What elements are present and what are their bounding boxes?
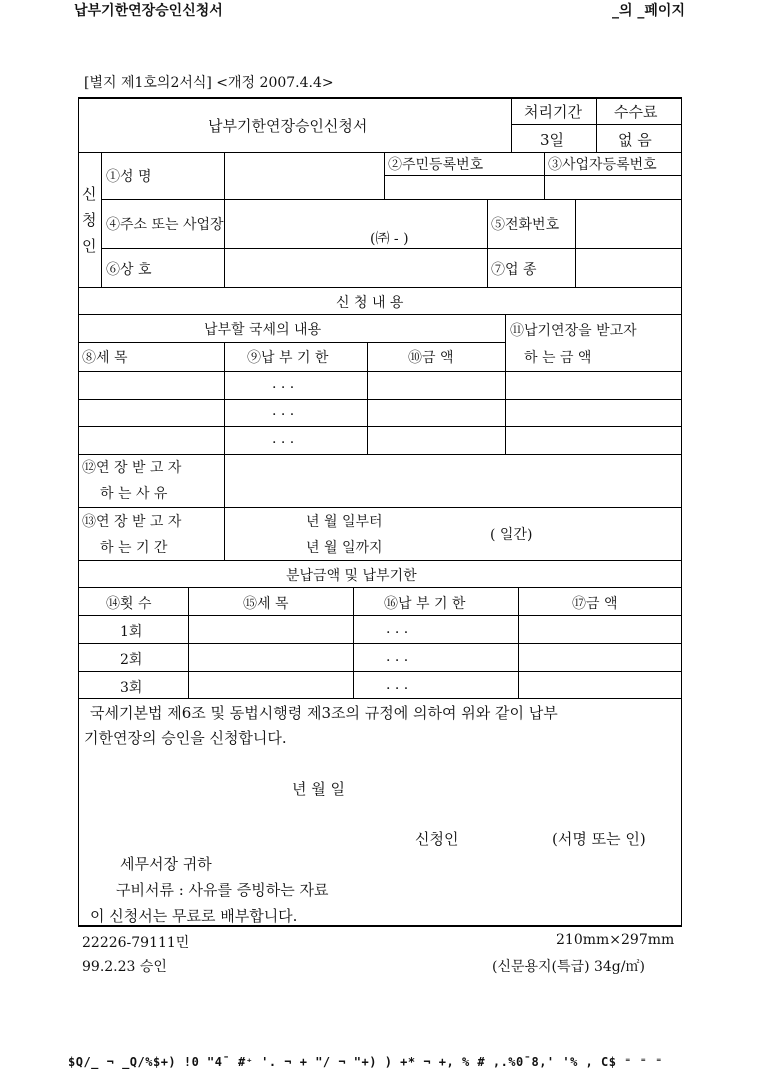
- period-days: ( 일간): [490, 527, 533, 543]
- installment-date-2: . . .: [386, 649, 409, 665]
- form-title: 납부기한연장승인신청서: [208, 117, 368, 135]
- form-code: 22226-79111민: [82, 935, 190, 951]
- trade-name-label: ⑥상 호: [106, 262, 152, 278]
- period-from: 년 월 일부터: [306, 514, 383, 530]
- installment-row-1: 1회: [120, 624, 143, 640]
- reason-label-2: 하 는 사 유: [100, 486, 168, 502]
- signature-label: (서명 또는 인): [552, 830, 646, 848]
- request-section-title: 신 청 내 용: [336, 295, 404, 311]
- applicant-line: 신청인: [415, 830, 459, 848]
- approval-date: 99.2.23 승인: [82, 959, 167, 975]
- paper-size: 210mm×297mm: [556, 932, 675, 948]
- extension-amount-label-1: ⑪납기연장을 받고자: [510, 323, 637, 339]
- installment-due-date-label: ⑯납 부 기 한: [384, 596, 466, 612]
- fee-label: 수수료: [614, 103, 658, 121]
- application-date-line: 년 월 일: [292, 780, 346, 798]
- installment-row-2: 2회: [120, 652, 143, 668]
- period-label-1: ⑬연 장 받 고 자: [82, 514, 182, 530]
- business-type-label: ⑦업 종: [491, 262, 537, 278]
- reason-label-1: ⑫연 장 받 고 자: [82, 460, 182, 476]
- form-reference: [별지 제1호의2서식] <개정 2007.4.4>: [84, 75, 334, 91]
- due-date-label: ⑨납 부 기 한: [247, 350, 329, 366]
- resident-number-label: ②주민등록번호: [388, 157, 484, 173]
- due-date-placeholder-1: . . .: [272, 376, 295, 392]
- extension-amount-label-2: 하 는 금 액: [524, 350, 592, 366]
- processing-period-value: 3일: [540, 131, 565, 149]
- page-header-page-label: _의 _페이지: [612, 3, 685, 19]
- free-distribution-notice: 이 신청서는 무료로 배부합니다.: [90, 907, 298, 925]
- period-label-2: 하 는 기 간: [100, 540, 168, 556]
- required-documents-line: 구비서류 : 사유를 증빙하는 자료: [116, 881, 329, 899]
- name-label: ①성 명: [106, 169, 152, 185]
- due-date-placeholder-2: . . .: [272, 403, 295, 419]
- tax-item-label: ⑧세 목: [82, 350, 128, 366]
- installment-section-title: 분납금액 및 납부기한: [286, 568, 417, 584]
- installment-date-1: . . .: [386, 621, 409, 637]
- declaration-text-2: 기한연장의 승인을 신청합니다.: [84, 729, 287, 747]
- declaration-text-1: 국세기본법 제6조 및 동법시행령 제3조의 규정에 의하여 위와 같이 납부: [90, 704, 558, 722]
- page-header-title: 납부기한연장승인신청서: [74, 3, 223, 19]
- installment-tax-item-label: ⑮세 목: [243, 596, 289, 612]
- installment-row-3: 3회: [120, 680, 143, 696]
- due-date-placeholder-3: . . .: [272, 431, 295, 447]
- tax-office-line: 세무서장 귀하: [120, 855, 212, 873]
- paper-type: (신문용지(특급) 34g/㎡): [492, 959, 645, 975]
- postal-code-field: (㈜ - ): [370, 231, 409, 247]
- applicant-side-label-1: 신: [82, 185, 97, 203]
- fee-value: 없 음: [618, 131, 652, 149]
- installment-amount-label: ⑰금 액: [572, 596, 618, 612]
- address-label: ④주소 또는 사업장: [106, 217, 224, 233]
- amount-label: ⑩금 액: [408, 350, 454, 366]
- business-number-label: ③사업자등록번호: [548, 157, 657, 173]
- tax-content-title: 납부할 국세의 내용: [204, 322, 322, 338]
- processing-period-label: 처리기간: [524, 103, 582, 121]
- period-to: 년 월 일까지: [306, 540, 383, 556]
- applicant-side-label-3: 인: [82, 237, 97, 255]
- phone-label: ⑤전화번호: [491, 217, 560, 233]
- applicant-side-label-2: 청: [82, 211, 97, 229]
- installment-count-label: ⑭횟 수: [106, 596, 152, 612]
- garbled-footer-text: $Q/_ ¬ _Q/%$+) !0 "4¯ #⁺ '. ¬ + "/ ¬ "+) ) +* ¬ +, % # ,.%0¯8,' '% , C$ ⁼ ⁼ ⁼: [68, 1055, 663, 1069]
- installment-date-3: . . .: [386, 677, 409, 693]
